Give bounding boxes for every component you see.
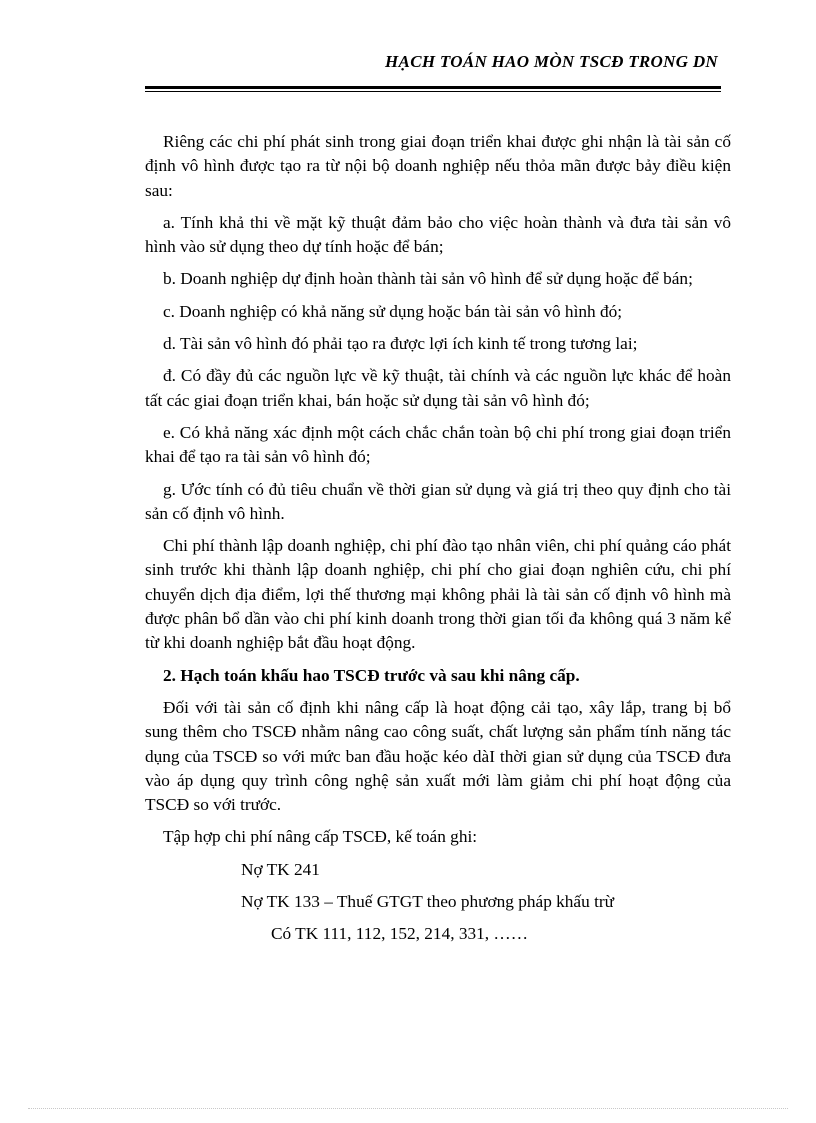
journal-entry-debit-241: Nợ TK 241 [241, 859, 320, 879]
journal-entry-credit: Có TK 111, 112, 152, 214, 331, …… [271, 924, 528, 944]
header-rule-thin [145, 91, 721, 92]
condition-a: a. Tính khả thi về mặt kỹ thuật đảm bảo cho việc hoàn thành và đưa tài sản vô hình vào sử dụng theo dự tính hoặc để bán; [145, 212, 731, 257]
condition-g: g. Ước tính có đủ tiêu chuẩn về thời gian sử dụng và giá trị theo quy định cho tài sản cố định vô hình. [145, 479, 731, 523]
condition-e: e. Có khả năng xác định một cách chắc chắn toàn bộ chi phí trong giai đoạn triển khai để tạo ra tài sản vô hình đó; [145, 422, 731, 467]
condition-d: d. Tài sản vô hình đó phải tạo ra được lợi ích kinh tế trong tương lai; [163, 334, 638, 354]
paragraph-upgrade: Đối với tài sản cố định khi nâng cấp là hoạt động cải tạo, xây lắp, trang bị bổ sung thêm cho TSCĐ nhằm nâng cao công suất, chất lượng sản phẩm tính năng tác dụng của TSCĐ so với mức ban đầu hoặc kéo dàI thời gian sử dụng của TSCĐ đưa vào áp dụng quy trình công nghệ sản xuất mới làm giảm chi phí hoạt động của TSCĐ so với trước. [145, 697, 731, 815]
section-heading: 2. Hạch toán khấu hao TSCĐ trước và sau khi nâng cấp. [163, 665, 580, 685]
journal-entry-debit-133: Nợ TK 133 – Thuế GTGT theo phương pháp khấu trừ [241, 892, 614, 912]
document-body [145, 130, 731, 955]
paragraph-accounting-intro: Tập hợp chi phí nâng cấp TSCĐ, kế toán ghi: [163, 827, 478, 847]
condition-c: c. Doanh nghiệp có khả năng sử dụng hoặc bán tài sản vô hình đó; [163, 301, 623, 321]
condition-dd: đ. Có đầy đủ các nguồn lực về kỹ thuật, tài chính và các nguồn lực khác để hoàn tất các giai đoạn triển khai, bán hoặc sử dụng tài sản vô hình đó; [145, 366, 731, 410]
footer-divider [28, 1108, 788, 1109]
header-rule-thick [145, 86, 721, 89]
condition-b: b. Doanh nghiệp dự định hoàn thành tài sản vô hình để sử dụng hoặc để bán; [163, 269, 693, 289]
header-title: HẠCH TOÁN HAO MÒN TSCĐ TRONG DN [385, 52, 718, 71]
paragraph-establishment-costs: Chi phí thành lập doanh nghiệp, chi phí đào tạo nhân viên, chi phí quảng cáo phát sinh trước khi thành lập doanh nghiệp, chi phí cho giai đoạn nghiên cứu, chi phí chuyển dịch địa điểm, lợi thế thương mại không phải là tài sản cố định vô hình mà được phân bổ dần vào chi phí kinh doanh trong thời gian tối đa không quá 3 năm kể từ khi doanh nghiệp bắt đầu hoạt động. [145, 536, 731, 653]
paragraph-intro: Riêng các chi phí phát sinh trong giai đoạn triển khai được ghi nhận là tài sản cố định vô hình được tạo ra từ nội bộ doanh nghiệp nếu thỏa mãn được bảy điều kiện sau: [145, 132, 731, 200]
